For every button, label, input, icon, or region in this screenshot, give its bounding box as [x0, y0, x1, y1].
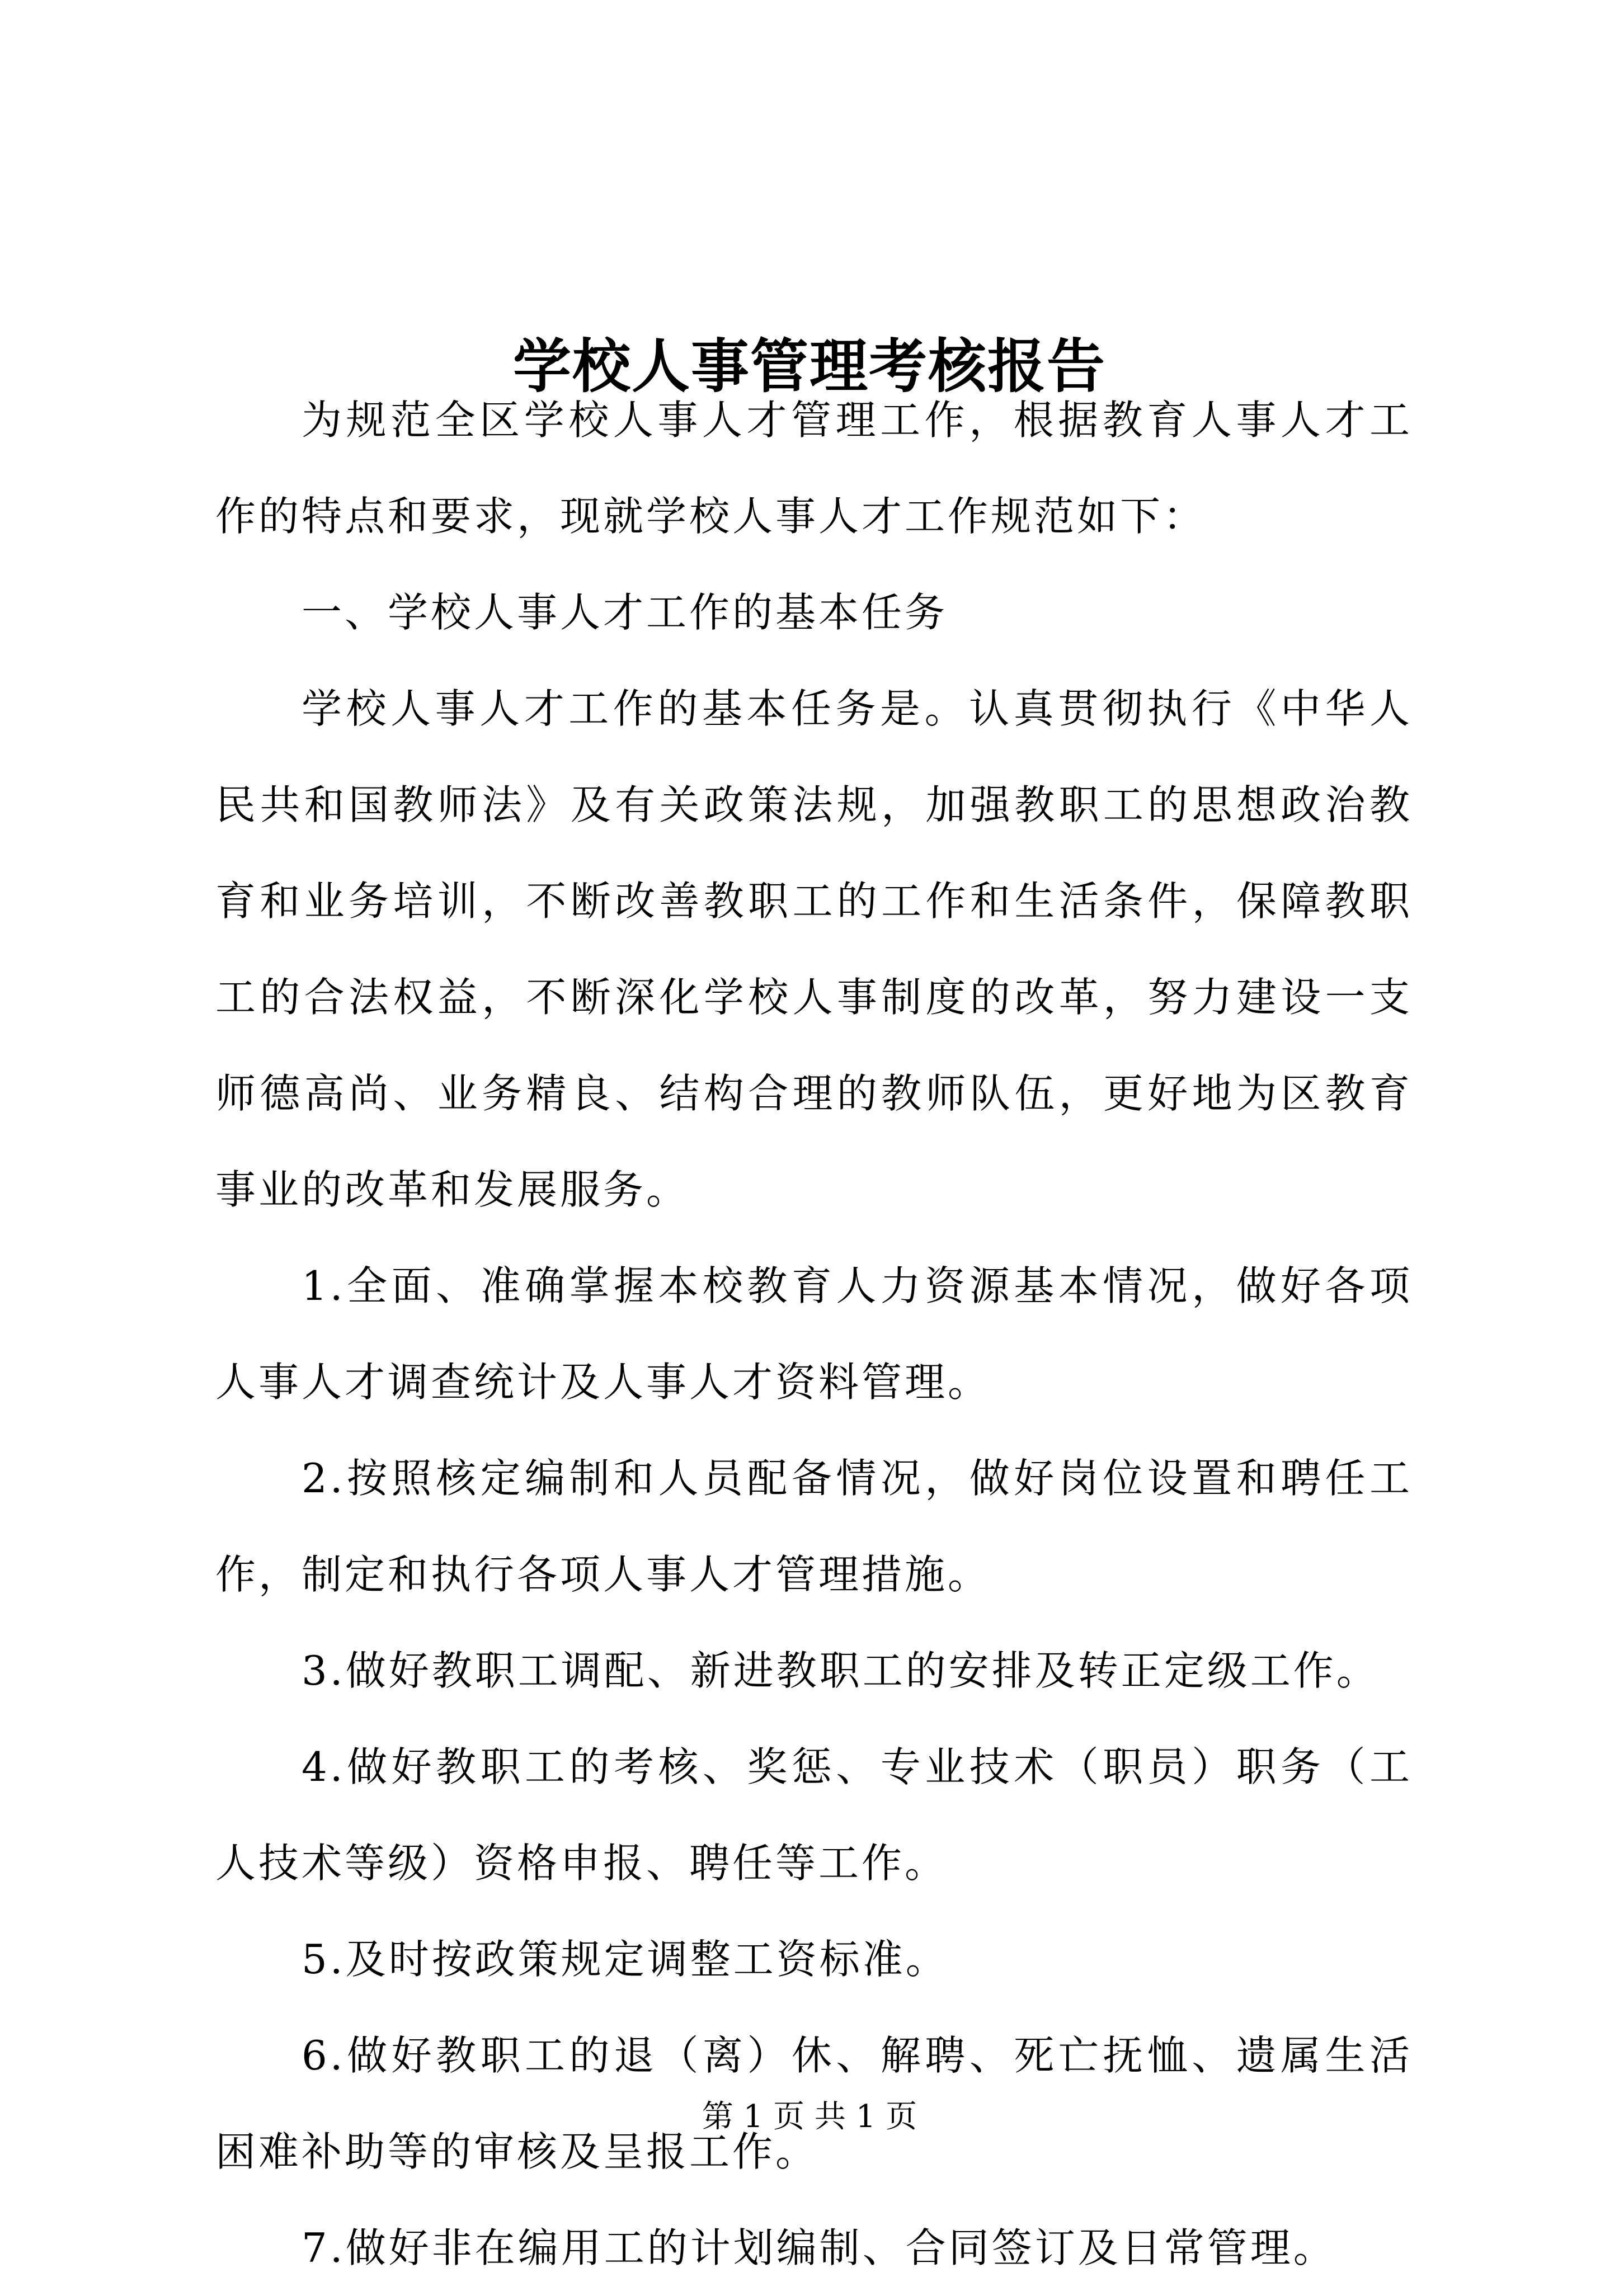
page-footer: 第 1 页 共 1 页 [702, 2099, 917, 2135]
list-item-4: 4.做好教职工的考核、奖惩、专业技术（职员）职务（工人技术等级）资格申报、聘任等工作。 [215, 1743, 1413, 1887]
list-item-1: 1.全面、准确掌握本校教育人力资源基本情况，做好各项人事人才调查统计及人事人才资料管理。 [215, 1262, 1413, 1406]
section-heading-basic-tasks: 一、学校人事人才工作的基本任务 [302, 589, 948, 636]
document-title: 学校人事管理考核报告 [512, 331, 1106, 400]
document-body [215, 372, 1413, 2296]
list-item-5: 5.及时按政策规定调整工资标准。 [302, 1936, 949, 1983]
list-item-3: 3.做好教职工调配、新进教职工的安排及转正定级工作。 [302, 1647, 1380, 1694]
list-item-7: 7.做好非在编用工的计划编制、合同签订及日常管理。 [302, 2224, 1336, 2271]
paragraph-basic-tasks: 学校人事人才工作的基本任务是。认真贯彻执行《中华人民共和国教师法》及有关政策法规，加强教职工的思想政治教育和业务培训，不断改善教职工的工作和生活条件，保障教职工的合法权益，不断深化学校人事制度的改革，努力建设一支师德高尚、业务精良、结构合理的教师队伍，更好地为区教育事业的改革和发展服务。 [215, 685, 1413, 1213]
paragraph-intro: 为规范全区学校人事人才管理工作，根据教育人事人才工作的特点和要求，现就学校人事人才工作规范如下： [215, 397, 1413, 540]
list-item-2: 2.按照核定编制和人员配备情况，做好岗位设置和聘任工作，制定和执行各项人事人才管理措施。 [215, 1455, 1413, 1598]
list-item-6: 6.做好教职工的退（离）休、解聘、死亡抚恤、遗属生活困难补助等的审核及呈报工作。 [215, 2032, 1413, 2175]
